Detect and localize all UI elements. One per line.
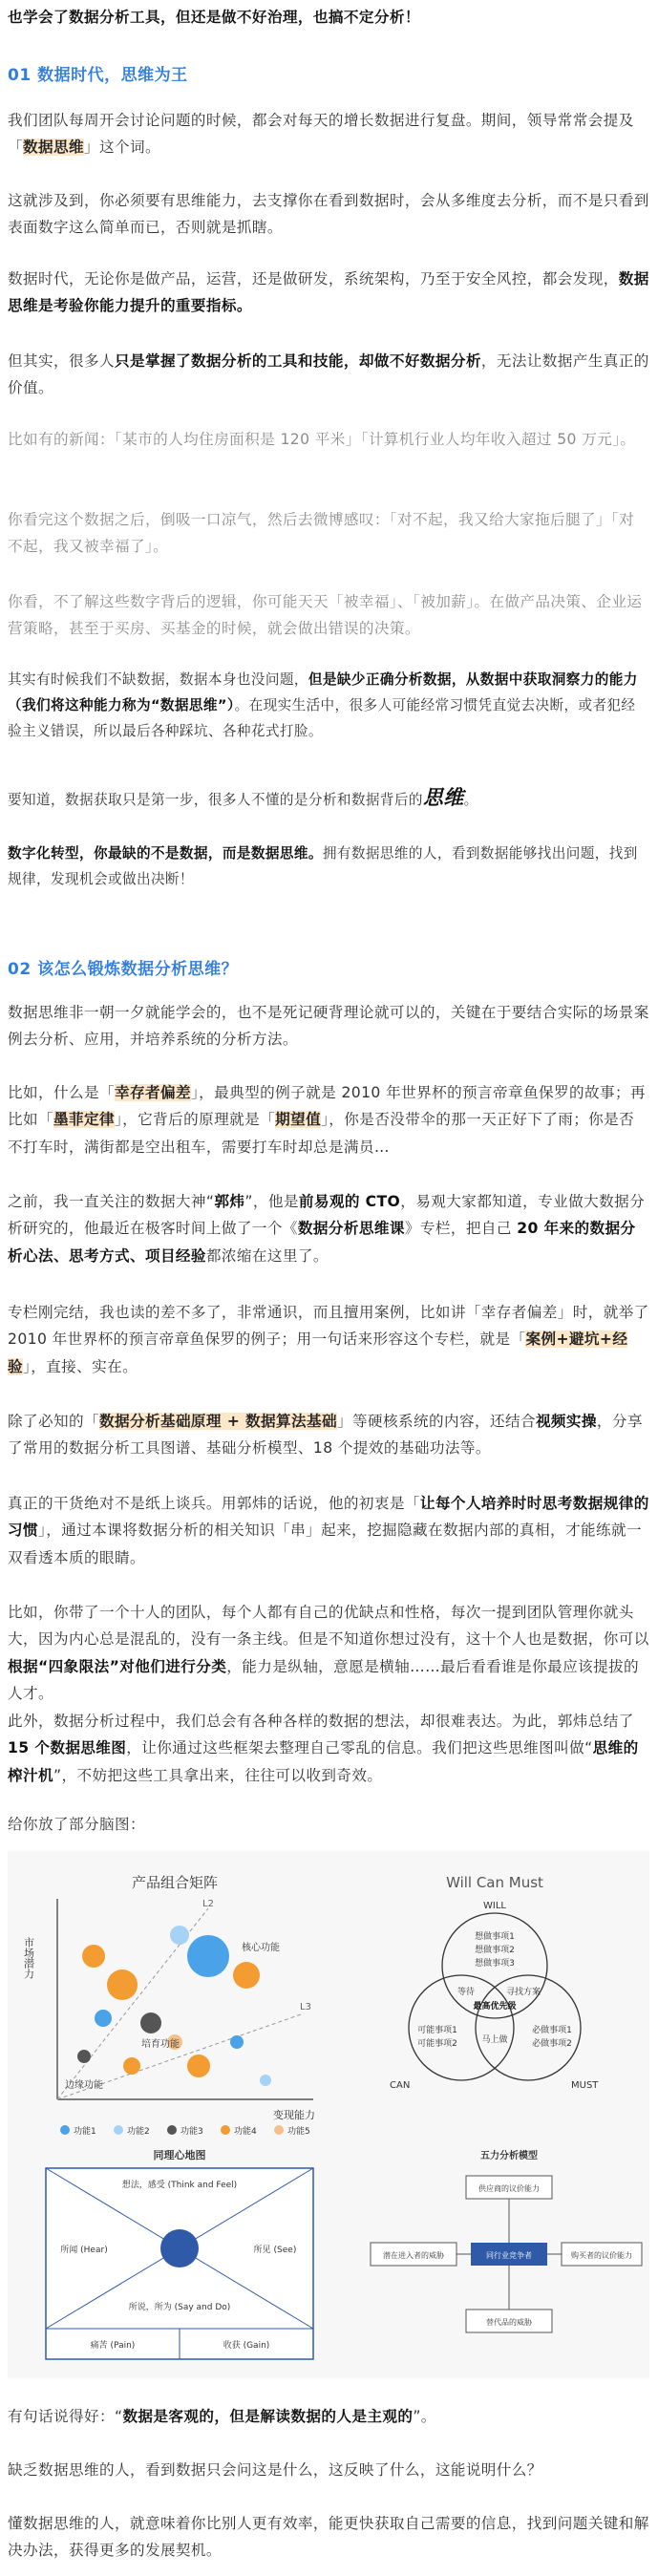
- wcm-must-label: MUST: [571, 2080, 599, 2091]
- empathy-hear: 所闻 (Hear): [60, 2246, 108, 2255]
- legend-label: 功能5: [287, 2127, 310, 2137]
- empathy-head-icon: [160, 2229, 199, 2267]
- empathy-gain: 收获 (Gain): [223, 2341, 270, 2351]
- five-title: 五力分析模型: [480, 2151, 538, 2161]
- matrix-bubble: [230, 2035, 244, 2049]
- matrix-bubble: [233, 1962, 260, 1989]
- empathy-say: 所说，所为 (Say and Do): [128, 2303, 231, 2312]
- paragraph-course-content: 除了必知的「数据分析基础原理 + 数据算法基础」等硬核系统的内容，还结合视频实操，分享了常用的数据分析工具图谱、基础分析模型、18 个提效的基础功法等。: [8, 1413, 643, 1458]
- matrix-bubble: [140, 2012, 161, 2033]
- matrix-ylabel: 市场潜力: [22, 1937, 35, 1979]
- matrix-bubble: [260, 2075, 271, 2086]
- legend-label: 功能2: [127, 2127, 150, 2137]
- paragraph-insight-ability: 其实有时候我们不缺数据，数据本身也没问题，但是缺少正确分析数据，从数据中获取洞察力的能力（我们将这种能力称为“数据思维”）。在现实生活中，很多人可能经常习惯凭直觉去决断，或者犯经验主义错误，所以最后各种踩坑、各种花式打脸。: [8, 671, 638, 739]
- legend-swatch: [167, 2125, 177, 2135]
- empathy-title: 同理心地图: [153, 2149, 206, 2161]
- wcm-must-item: 必做事项2: [532, 2039, 572, 2049]
- matrix-core-label: 核心功能: [242, 1943, 280, 1953]
- empathy-see: 所见 (See): [253, 2246, 297, 2255]
- paragraph-tools-only: 但其实，很多人只是掌握了数据分析的工具和技能，却做不好数据分析，无法让数据产生真正的价值。: [8, 352, 649, 397]
- paragraph-wrong-decisions: 你看，不了解这些数字背后的逻辑，你可能天天「被幸福」、「被加薪」。在做产品决策、企业运营策略，甚至于买房、买基金的时候，就会做出错误的决策。: [8, 593, 643, 638]
- five-left: 潜在进入者的威胁: [383, 2251, 444, 2260]
- empathy-pain: 痛苦 (Pain): [90, 2341, 136, 2351]
- paragraph-column-review: 专栏刚完结，我也读的差不多了，非常通识，而且擅用案例，比如讲「幸存者偏差」时，就举了 2010 年世界杯的预言帝章鱼保罗的例子；用一句话来形容这个专栏，就是「案例+避坑+经验」，直接、实在。: [8, 1304, 649, 1375]
- wcm-can-label: CAN: [390, 2080, 411, 2091]
- five-top: 供应商的议价能力: [478, 2184, 540, 2193]
- section-title-1: 01 数据时代，思维为王: [8, 66, 188, 85]
- paragraph-quote: 有句话说得好：“数据是客观的，但是解读数据的人是主观的”。: [8, 2408, 436, 2425]
- paragraph-thinking-behind: 要知道，数据获取只是第一步，很多人不懂的是分析和数据背后的思维。: [8, 786, 478, 809]
- paragraph-digital-transformation: 数字化转型，你最缺的不是数据，而是数据思维。拥有数据思维的人，看到数据能够找出问题，找到规律，发现机会或做出决断！: [8, 845, 638, 887]
- wcm-will-item: 想做事项1: [475, 1932, 515, 1942]
- paragraph-mindmap-intro: 给你放了部分脑图：: [8, 1816, 145, 1833]
- legend-label: 功能1: [74, 2127, 96, 2137]
- matrix-l2-label: L2: [202, 1899, 214, 1909]
- matrix-cultivate-label: 培育功能: [141, 2039, 180, 2050]
- matrix-title: 产品组合矩阵: [131, 1874, 219, 1891]
- legend-swatch: [60, 2125, 70, 2135]
- matrix-bubble: [187, 1935, 229, 1977]
- matrix-bubble: [95, 2010, 112, 2027]
- legend-label: 功能4: [234, 2127, 257, 2137]
- paragraph-survivor-bias: 比如，什么是「幸存者偏差」，最典型的例子就是 2010 年世界杯的预言帝章鱼保罗的故事；再比如「墨菲定律」，它背后的原理就是「期望值」，你是否没带伞的那一天正好下了雨；你是否不打车时，满街都是空出租车，需要打车时却总是满员…: [8, 1084, 646, 1156]
- highlight-data-thinking: 数据思维: [23, 138, 84, 157]
- wcm-can-item: 可能事项1: [417, 2026, 457, 2035]
- wcm-must-item: 必做事项1: [532, 2026, 572, 2035]
- mindmap-figure-svg: [8, 1851, 649, 2378]
- five-bottom: 替代品的威胁: [486, 2318, 532, 2327]
- empathy-think: 想法，感受 (Think and Feel): [121, 2181, 238, 2190]
- wcm-find-solution: 寻找方案: [505, 1988, 541, 1997]
- article-title: 也学会了数据分析工具，但还是做不好治理，也搞不定分析！: [8, 9, 420, 26]
- paragraph-having-thinking: 懂数据思维的人，就意味着你比别人更有效率，能更快获取自己需要的信息，找到问题关键和解决办法，获得更多的发展契机。: [8, 2515, 649, 2560]
- legend-swatch: [114, 2125, 123, 2135]
- matrix-bubble: [170, 1926, 189, 1945]
- matrix-bubble: [77, 2050, 91, 2063]
- wcm-title: Will Can Must: [446, 1874, 543, 1891]
- paragraph-thinking-maps: 此外，数据分析过程中，我们总会有各种各样的数据的想法，却很难表达。为此，郭炜总结了 15 个数据思维图，让你通过这些框架去整理自己零乱的信息。我们把这些思维图叫做“思维的榨汁机”，不妨把这些工具拿出来，往往可以收到奇效。: [8, 1713, 639, 1784]
- matrix-xlabel: 变现能力: [273, 2109, 315, 2121]
- wcm-will-label: WILL: [483, 1901, 506, 1911]
- matrix-l3-label: L3: [300, 2002, 311, 2012]
- wcm-will-item: 想做事项3: [475, 1959, 515, 1969]
- wcm-center: 最高优先级: [473, 2002, 517, 2012]
- paragraph-data-era: 数据时代，无论你是做产品，运营，还是做研发，系统架构，乃至于安全风控，都会发现，数据思维是考验你能力提升的重要指标。: [8, 270, 649, 315]
- matrix-bubble: [107, 1969, 138, 2000]
- paragraph-guowei: 之前，我一直关注的数据大神“郭炜”，他是前易观的 CTO，易观大家都知道，专业做大数据分析研究的，他最近在极客时间上做了一个《数据分析思维课》专栏，把自己 20 年来的数据分析心法、思考方式、项目经验都浓缩在这里了。: [8, 1193, 646, 1265]
- five-center: 同行业竞争者: [486, 2251, 532, 2260]
- five-right: 购买者的议价能力: [571, 2251, 632, 2260]
- mindmap-figure: [8, 1851, 649, 2378]
- section-title-2: 02 该怎么锻炼数据分析思维？: [8, 960, 239, 979]
- wcm-will-item: 想做事项2: [475, 1946, 515, 1955]
- matrix-bubble: [123, 2057, 140, 2075]
- paragraph-real-value: 真正的干货绝对不是纸上谈兵。用郭炜的话说，他的初衷是「让每个人培养时时思考数据规律的习惯」，通过本课将数据分析的相关知识「串」起来，挖掘隐藏在数据内部的真相，才能练就一双看透本质的眼睛。: [8, 1495, 649, 1566]
- paragraph-thinking-ability: 这就涉及到，你必须要有思维能力，去支撑你在看到数据时，会从多维度去分析，而不是只看到表面数字这么简单而已，否则就是抓瞎。: [8, 192, 649, 237]
- paragraph-practice: 数据思维非一朝一夕就能学会的，也不是死记硬背理论就可以的，关键在于要结合实际的场景案例去分析、应用，并培养系统的分析方法。: [8, 1004, 649, 1049]
- paragraph-news-example: 比如有的新闻：「某市的人均住房面积是 120 平米」「计算机行业人均年收入超过 50 万元」。: [8, 431, 636, 448]
- legend-swatch: [221, 2125, 230, 2135]
- paragraph-team-meeting: 我们团队每周开会讨论问题的时候，都会对每天的增长数据进行复盘。期间，领导常常会提及「数据思维」这个词。: [8, 112, 634, 157]
- matrix-bubble: [82, 1945, 105, 1968]
- paragraph-weibo-reaction: 你看完这个数据之后，倒吸一口凉气，然后去微博感叹：「对不起，我又给大家拖后腿了」「对不起，我又被幸福了」。: [8, 511, 635, 556]
- matrix-bubble: [187, 2054, 210, 2077]
- matrix-edge-label: 边缘功能: [65, 2080, 103, 2091]
- paragraph-lacking-thinking: 缺乏数据思维的人，看到数据只会问这是什么，这反映了什么，这能说明什么？: [8, 2461, 542, 2479]
- legend-swatch: [274, 2125, 284, 2135]
- paragraph-team-quadrant: 比如，你带了一个十人的团队，每个人都有自己的优缺点和性格，每次一提到团队管理你就头大，因为内心总是混乱的，没有一条主线。但是不知道你想过没有，这十个人也是数据，你可以根据“四象限法”对他们进行分类，能力是纵轴，意愿是横轴……最后看看谁是你最应该提拔的人才。: [8, 1604, 649, 1703]
- wcm-wait: 等待: [456, 1988, 476, 1997]
- legend-label: 功能3: [180, 2127, 203, 2137]
- wcm-can-item: 可能事项2: [417, 2039, 457, 2049]
- wcm-do-now: 马上做: [481, 2035, 508, 2045]
